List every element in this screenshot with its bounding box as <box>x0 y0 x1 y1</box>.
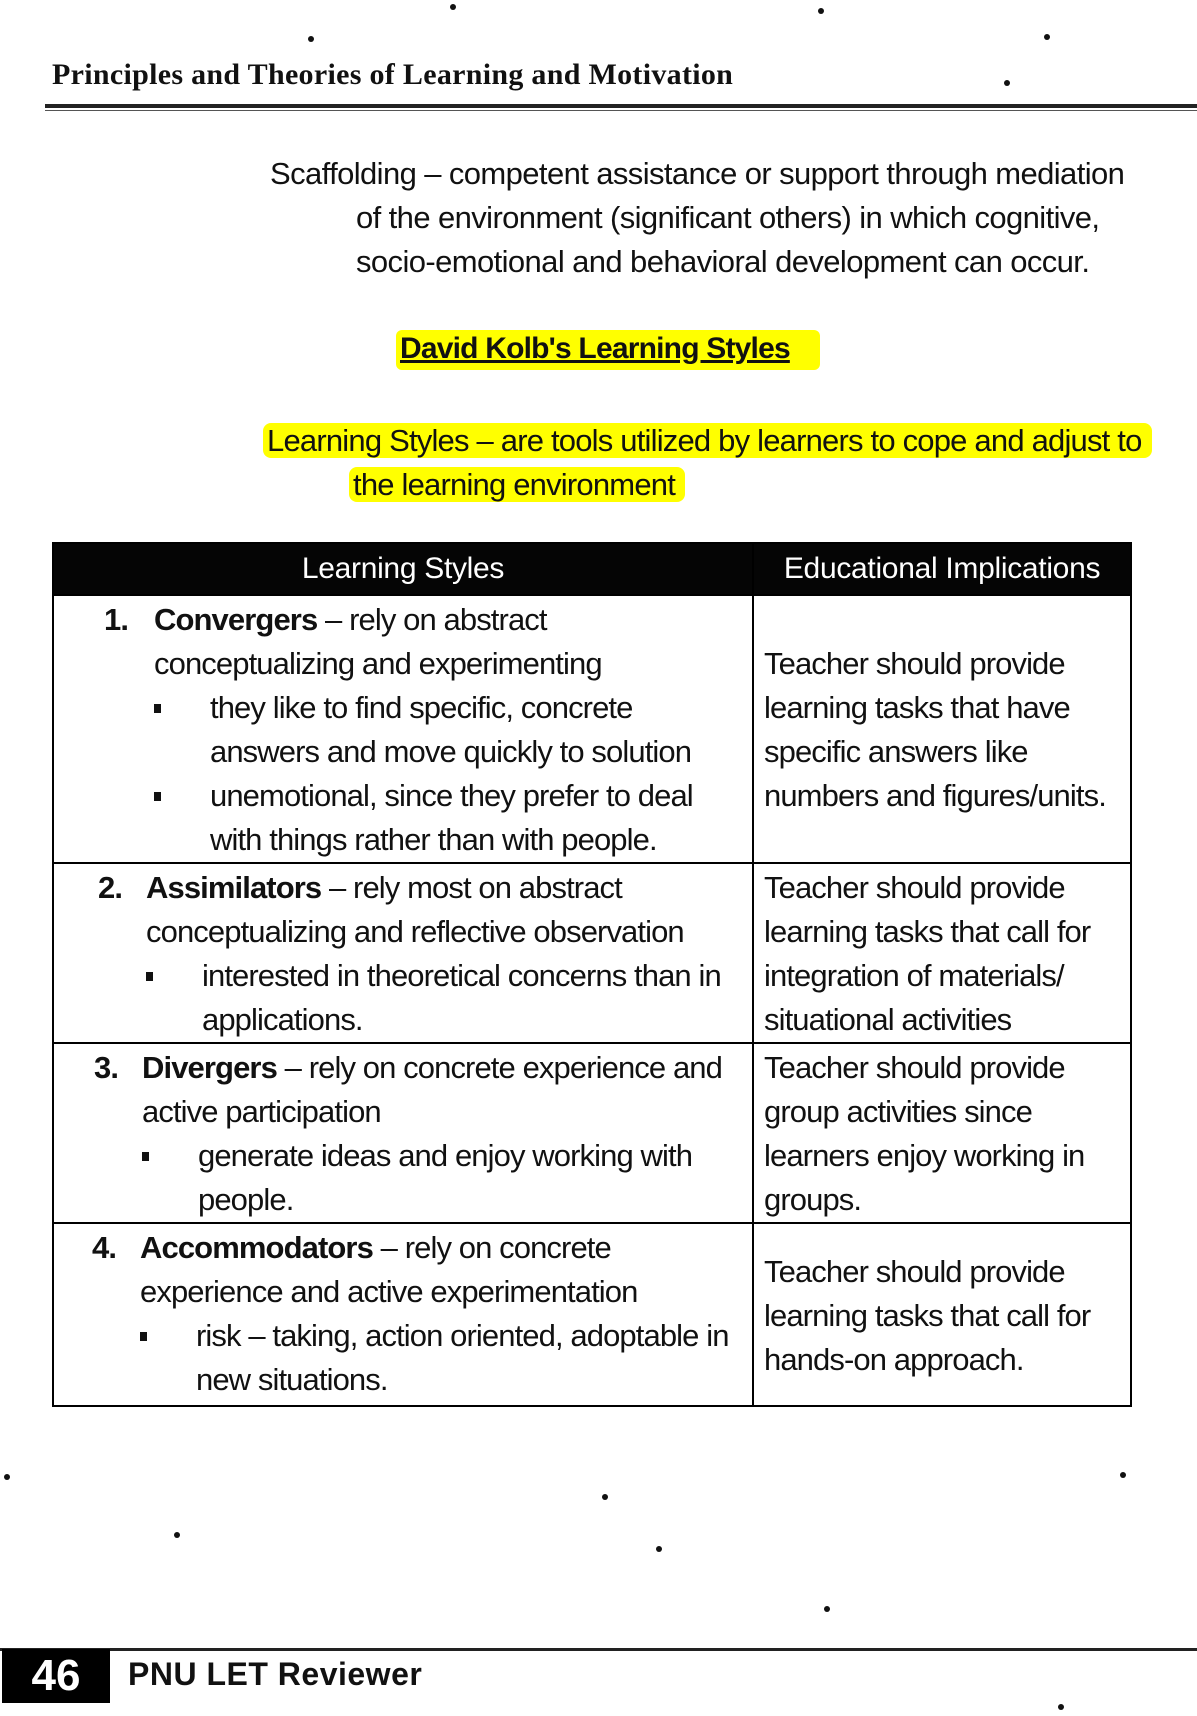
style-number: 1. <box>104 602 129 637</box>
table-row <box>53 595 1131 863</box>
style-name: Convergers <box>154 602 318 637</box>
style-cell <box>53 863 753 1043</box>
style-name: Divergers <box>142 1050 277 1085</box>
style-description: – rely on concrete experience and active participation <box>142 1050 722 1129</box>
section-title: David Kolb's Learning Styles <box>396 330 820 370</box>
scan-speck <box>824 1606 830 1612</box>
style-cell <box>53 1223 753 1406</box>
scan-speck <box>1044 34 1050 40</box>
table-row <box>53 1223 1131 1406</box>
definition-line: the learning environment <box>349 467 685 502</box>
learning-styles-definition <box>263 419 1183 507</box>
footer-rule <box>0 1648 1197 1651</box>
scan-speck <box>4 1474 10 1480</box>
scaffolding-line: Scaffolding – competent assistance or support through mediation <box>270 156 1125 191</box>
scan-speck <box>174 1532 180 1538</box>
style-description: – rely on abstract conceptualizing and experimenting <box>154 602 602 681</box>
column-header-learning-styles: Learning Styles <box>53 543 753 595</box>
style-bullet: risk – taking, action oriented, adoptable in new situations. <box>140 1314 744 1402</box>
header-rule-thin <box>45 110 1197 111</box>
scaffolding-line: of the environment (significant others) in which cognitive, <box>356 200 1100 235</box>
column-header-educational-implications: Educational Implications <box>753 543 1131 595</box>
table-row <box>53 1043 1131 1223</box>
implication-cell: Teacher should provide learning tasks that call for hands-on approach. <box>753 1223 1131 1406</box>
scaffolding-line: socio-emotional and behavioral development can occur. <box>356 244 1090 279</box>
definition-line: Learning Styles – are tools utilized by learners to cope and adjust to <box>263 423 1152 458</box>
scan-speck <box>602 1494 608 1500</box>
scan-speck <box>450 4 456 10</box>
running-header: Principles and Theories of Learning and Motivation <box>52 58 734 91</box>
header-rule <box>45 104 1197 108</box>
style-name: Assimilators <box>146 870 322 905</box>
implication-cell: Teacher should provide group activities since learners enjoy working in groups. <box>753 1043 1131 1223</box>
style-bullet: generate ideas and enjoy working with people. <box>142 1134 744 1222</box>
style-number: 4. <box>92 1230 117 1265</box>
page-number: 46 <box>2 1649 110 1703</box>
scan-speck <box>1058 1704 1064 1710</box>
style-bullet: unemotional, since they prefer to deal with things rather than with people. <box>154 774 744 862</box>
scan-speck <box>1004 80 1010 86</box>
style-cell <box>53 595 753 863</box>
learning-styles-table <box>52 542 1132 1407</box>
scan-speck <box>656 1546 662 1552</box>
implication-cell: Teacher should provide learning tasks that have specific answers like numbers and figures/units. <box>753 595 1131 863</box>
scan-speck <box>1120 1472 1126 1478</box>
style-number: 3. <box>94 1050 119 1085</box>
style-description: – rely most on abstract conceptualizing and reflective observation <box>146 870 684 949</box>
footer-book-title: PNU LET Reviewer <box>128 1656 423 1692</box>
implication-cell: Teacher should provide learning tasks that call for integration of materials/ situational activities <box>753 863 1131 1043</box>
scaffolding-definition <box>270 152 1150 284</box>
style-bullet: they like to find specific, concrete answers and move quickly to solution <box>154 686 744 774</box>
style-cell <box>53 1043 753 1223</box>
style-number: 2. <box>98 870 123 905</box>
scan-speck <box>308 36 314 42</box>
table-row <box>53 863 1131 1043</box>
scan-speck <box>818 8 824 14</box>
style-description: – rely on concrete experience and active experimentation <box>140 1230 638 1309</box>
style-name: Accommodators <box>140 1230 373 1265</box>
table-header-row <box>53 543 1131 595</box>
style-bullet: interested in theoretical concerns than in applications. <box>146 954 744 1042</box>
